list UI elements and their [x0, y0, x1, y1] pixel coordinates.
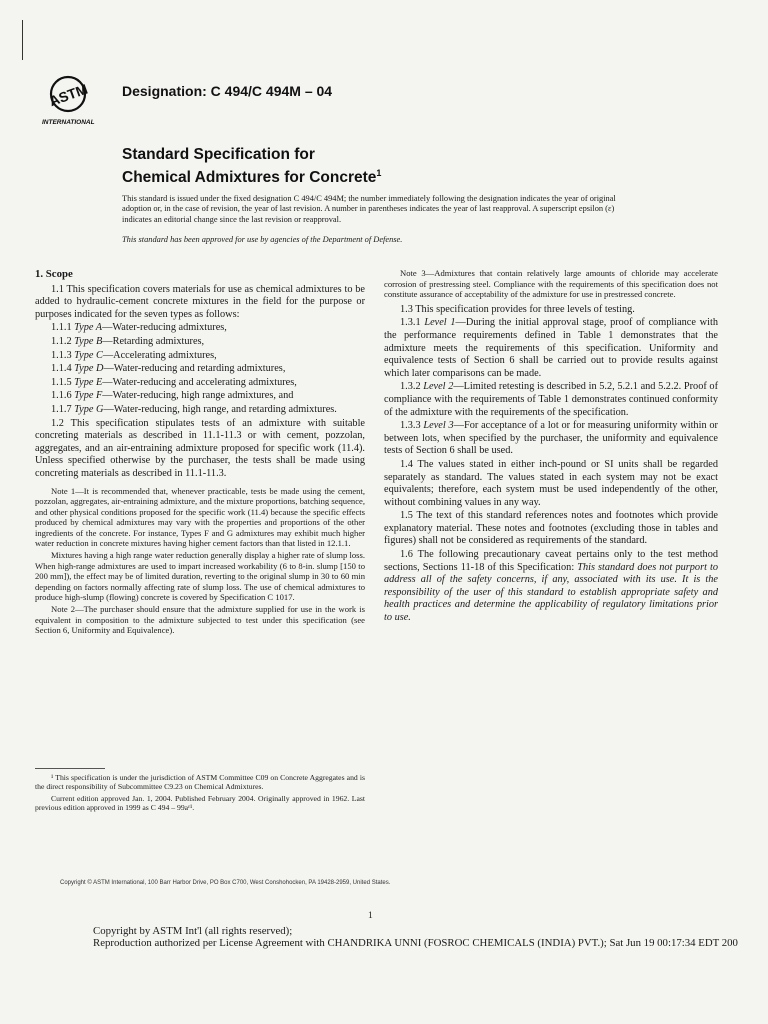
safety-caveat: This standard does not purport to address all of the safety concerns, if any, associated with its use. It is the responsibility of the user of this standard to establish appropriate safety and health practices and determine the applicability of regulatory limitations prior to use. [384, 561, 719, 624]
left-column [35, 268, 365, 637]
level-label: Level 2 [423, 381, 454, 393]
clause-text: —During the initial approval stage, proof of compliance with the performance requirements defined in Table 1 demonstrates that the admixture meets the requirements of this specification. Uniformity and equivalence tests of Section 6 shall be carried out to provide results against which later comparisons can be made. [384, 317, 718, 379]
type-name: Type D [74, 363, 104, 375]
footnote-rule [35, 768, 105, 769]
standard-note: This standard is issued under the fixed designation C 494/C 494M; the number immediately following the designation indicates the year of original adoption or, in the case of revision, the year of last revision. A number in parentheses indicates the year of last reapproval. A superscript epsilon (ε) indicates an editorial change since the last revision or reapproval. [122, 194, 616, 224]
license-line-1: Copyright by ASTM Int'l (all rights reserved); [93, 925, 293, 937]
type-name: Type E [74, 376, 103, 388]
type-list-item [35, 363, 365, 376]
clause-text: —For acceptance of a lot or for measuring uniformity within or between lots, when specified by the purchaser, the uniformity and equivalence tests of Section 6 shall be used. [384, 420, 718, 457]
level-label: Level 1 [424, 317, 456, 329]
clause-text: —Limited retesting is described in 5.2, 5.2.1 and 5.2.2. Proof of compliance with the requirements of Table 1 demonstrates continued conformity of the admixture with the requirements of the specification. [384, 381, 718, 418]
page-title [122, 146, 381, 187]
type-name: Type F [74, 390, 103, 402]
type-description: —Accelerating admixtures, [102, 349, 217, 361]
type-number: 1.1.4 [51, 363, 72, 375]
license-notice [93, 925, 738, 949]
type-description: —Water-reducing and accelerating admixtures, [102, 376, 297, 388]
paragraph-1-5: 1.5 The text of this standard references notes and footnotes which provide explanatory material. These notes and footnotes (excluding those in tables and figures) shall not be considered as requirements of the standard. [384, 510, 718, 547]
type-number: 1.1.1 [51, 322, 72, 334]
paragraph-1-1: 1.1 This specification covers materials for use as chemical admixtures to be added to hydraulic-cement concrete mixtures in the field for the purpose or purposes indicated for the seven types as follows: [35, 283, 365, 320]
page-number: 1 [368, 911, 373, 921]
paragraph-1-3-3 [384, 420, 718, 458]
note-2: Note 2—The purchaser should ensure that the admixture supplied for use in the work is equivalent in composition to the admixture subjected to test under this specification (see Section 6, Uniformity and Equivalence). [35, 604, 365, 636]
type-number: 1.1.7 [51, 403, 72, 415]
paragraph-1-3: 1.3 This specification provides for three levels of testing. [400, 303, 635, 315]
type-description: —Water-reducing admixtures, [102, 322, 227, 334]
astm-logo-icon [42, 74, 118, 128]
right-column [384, 268, 718, 626]
footnote-2: Current edition approved Jan. 1, 2004. Published February 2004. Originally approved in 1962. Last previous edition approved in 1999 as C 494 – 99aᵋ¹. [35, 793, 365, 813]
types-list [35, 322, 365, 416]
astm-copyright-line: Copyright © ASTM International, 100 Barr Harbor Drive, PO Box C700, West Conshohocken, PA 19428-2959, United States. [60, 880, 391, 886]
caveat-intro: 1.6 The following precautionary caveat pertains only to the test method sections, Sections 11-18 of this Specification: [384, 549, 718, 573]
type-list-item [35, 336, 365, 349]
paragraph-1-3-2 [384, 381, 718, 419]
title-line-2 [122, 164, 381, 187]
type-list-item [35, 377, 365, 390]
approval-note: This standard has been approved for use by agencies of the Department of Defense. [122, 235, 403, 244]
type-list-item [35, 322, 365, 335]
section-heading-scope: 1. Scope [35, 268, 73, 280]
type-list-item [35, 390, 365, 403]
type-number: 1.1.2 [51, 335, 72, 347]
license-line-2: Reproduction authorized per License Agreement with CHANDRIKA UNNI (FOSROC CHEMICALS (INDIA) PVT.); Sat Jun 19 00:17:34 EDT 200 [93, 937, 738, 949]
title-line-1: Standard Specification for [122, 146, 315, 163]
paragraph-1-6 [384, 549, 718, 625]
paragraph-1-2: 1.2 This specification stipulates tests of an admixture with suitable concreting materials as described in 11.1-11.3 or with cement, pozzolan, aggregates, and an air-entraining admixture proposed for specific work (11.4). Unless specified otherwise by the purchaser, the tests shall be made using concreting materials as described in 11.1-11.3. [35, 417, 365, 479]
title-footnote-mark: 1 [376, 168, 382, 178]
type-description: —Water-reducing, high range, and retarding admixtures. [103, 403, 337, 415]
type-list-item [35, 350, 365, 363]
logo-subtext: INTERNATIONAL [42, 119, 95, 126]
type-number: 1.1.6 [51, 390, 72, 402]
logo-text: ASTM [46, 80, 90, 110]
paragraph-1-4: 1.4 The values stated in either inch-pound or SI units shall be regarded separately as standard. The values stated in each system may not be exact equivalents; therefore, each system must be used independently of the other, without combining values in any way. [384, 458, 718, 508]
clause-number: 1.3.2 [400, 381, 421, 393]
paragraph-1-3-1 [384, 317, 718, 380]
clause-number: 1.3.1 [400, 317, 421, 329]
clause-number: 1.3.3 [400, 420, 421, 432]
type-description: —Water-reducing and retarding admixtures, [103, 363, 286, 375]
note-1-continued: Mixtures having a high range water reduction generally display a higher rate of slump loss. When high-range admixtures are used to impart increased workability (6 to 8-in. slump [150 to 200 mm]), the effect may be of limited duration, reverting to the original slump in 30 to 60 min depending on factors normally affecting rate of slump loss. The use of chemical admixtures to produce high-slump (flowing) concrete is covered by Specification C 1017. [35, 550, 365, 603]
margin-mark [22, 20, 23, 60]
note-1: Note 1—It is recommended that, whenever practicable, tests be made using the cement, pozzolan, aggregates, air-entraining admixture, and the mixture proportions, batching sequence, and other physical conditions proposed for the specific work (11.4) because the specific effects produced by chemical admixtures may vary with the properties and proportions of the other ingredients of the concrete. For instance, Types F and G admixtures may exhibit much higher water reduction in concrete mixtures having higher cement factors than that listed in 12.1.1. [35, 485, 365, 549]
designation: Designation: C 494/C 494M – 04 [122, 83, 333, 99]
type-name: Type B [74, 335, 103, 347]
level-label: Level 3 [423, 420, 454, 432]
title-text: Chemical Admixtures for Concrete [122, 169, 377, 187]
type-list-item [35, 404, 365, 417]
type-description: —Water-reducing, high range admixtures, and [102, 390, 294, 402]
note-3: Note 3—Admixtures that contain relatively large amounts of chloride may accelerate corrosion of prestressing steel. Compliance with the requirements of this specification does not constitute assurance of acceptability of the admixture for use in prestressed concrete. [384, 268, 718, 300]
footnote-1: ¹ This specification is under the jurisdiction of ASTM Committee C09 on Concrete Aggregates and is the direct responsibility of Subcommittee C9.23 on Chemical Admixtures. [35, 773, 365, 792]
type-number: 1.1.3 [51, 349, 72, 361]
type-description: —Retarding admixtures, [102, 335, 205, 347]
footnotes [35, 773, 365, 815]
type-name: Type C [74, 349, 103, 361]
type-name: Type A [74, 322, 103, 334]
type-name: Type G [74, 403, 104, 415]
type-number: 1.1.5 [51, 376, 72, 388]
